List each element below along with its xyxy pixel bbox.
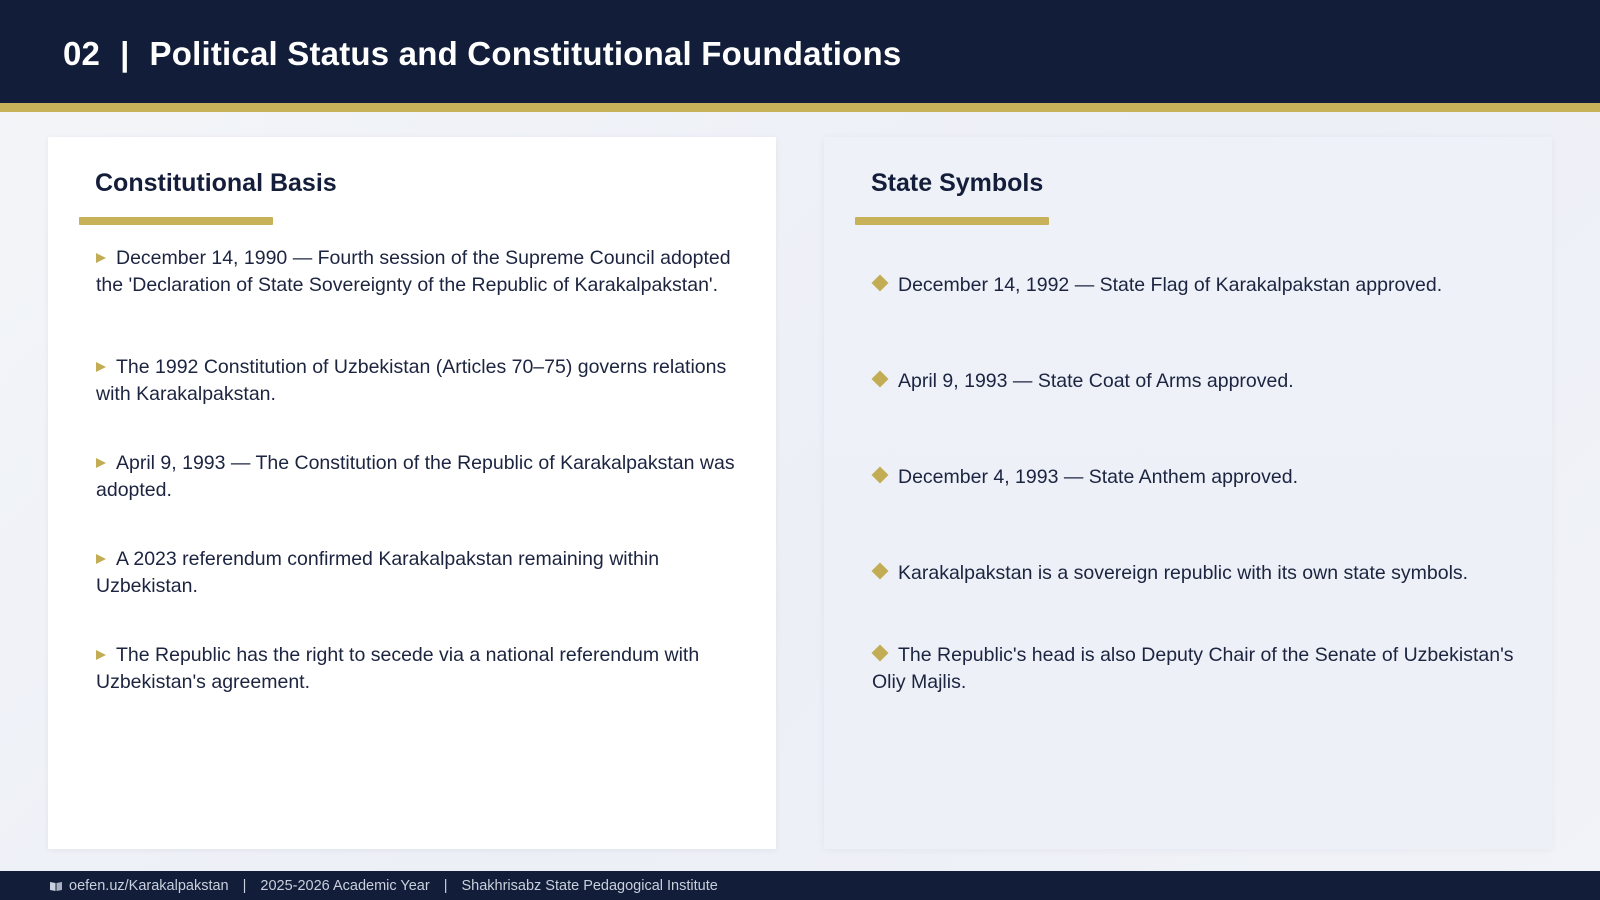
title-underline	[79, 217, 273, 225]
list-item-text: April 9, 1993 — The Constitution of the Republic of Karakalpakstan was adopted.	[96, 452, 735, 501]
list-item-text: Karakalpakstan is a sovereign republic with its own state symbols.	[898, 562, 1469, 584]
constitutional-basis-card	[48, 137, 776, 849]
header-gold-stripe	[0, 103, 1600, 112]
triangle-bullet-icon	[96, 253, 106, 263]
list-item-text: December 4, 1993 — State Anthem approved.	[898, 466, 1298, 488]
list-item	[96, 546, 736, 599]
list-item-text: December 14, 1990 — Fourth session of the Supreme Council adopted the 'Declaration of State Sovereignty of the Republic of Karakalpakstan'.	[96, 247, 731, 296]
footer-separator: |	[443, 877, 448, 894]
triangle-bullet-icon	[96, 458, 106, 468]
list-item	[96, 642, 736, 695]
section-number: 02	[63, 35, 101, 72]
state-symbols-card	[824, 137, 1552, 849]
diamond-bullet-icon	[872, 563, 889, 580]
footer-site-link[interactable]: oefen.uz/Karakalpakstan	[69, 877, 229, 894]
page-title	[63, 30, 901, 78]
header-bar	[0, 0, 1600, 103]
book-icon	[49, 880, 63, 892]
triangle-bullet-icon	[96, 650, 106, 660]
list-item	[96, 245, 736, 298]
list-item-text: The Republic's head is also Deputy Chair of the Senate of Uzbekistan's Oliy Majlis.	[872, 644, 1514, 693]
section-title: Political Status and Constitutional Foundations	[149, 35, 902, 72]
list-item	[872, 368, 1532, 395]
list-item	[96, 450, 736, 503]
list-item	[96, 354, 736, 407]
title-underline	[855, 217, 1049, 225]
card-title: State Symbols	[871, 169, 1044, 197]
list-item-text: The Republic has the right to secede via a national referendum with Uzbekistan's agreement.	[96, 644, 700, 693]
list-item	[872, 464, 1532, 491]
triangle-bullet-icon	[96, 362, 106, 372]
list-item-text: April 9, 1993 — State Coat of Arms approved.	[898, 370, 1294, 392]
diamond-bullet-icon	[872, 467, 889, 484]
list-item-text: A 2023 referendum confirmed Karakalpakstan remaining within Uzbekistan.	[96, 548, 660, 597]
diamond-bullet-icon	[872, 275, 889, 292]
card-title: Constitutional Basis	[95, 169, 337, 197]
diamond-bullet-icon	[872, 645, 889, 662]
footer-separator: |	[242, 877, 247, 894]
list-item-text: The 1992 Constitution of Uzbekistan (Articles 70–75) governs relations with Karakalpakstan.	[96, 356, 727, 405]
list-item	[872, 272, 1532, 299]
footer-year: 2025-2026 Academic Year	[260, 877, 430, 894]
list-item	[872, 560, 1532, 587]
list-item	[872, 642, 1532, 695]
footer-bar	[0, 871, 1600, 900]
diamond-bullet-icon	[872, 371, 889, 388]
title-separator: |	[120, 35, 130, 72]
footer-institute: Shakhrisabz State Pedagogical Institute	[461, 877, 718, 894]
triangle-bullet-icon	[96, 554, 106, 564]
list-item-text: December 14, 1992 — State Flag of Karakalpakstan approved.	[898, 274, 1443, 296]
